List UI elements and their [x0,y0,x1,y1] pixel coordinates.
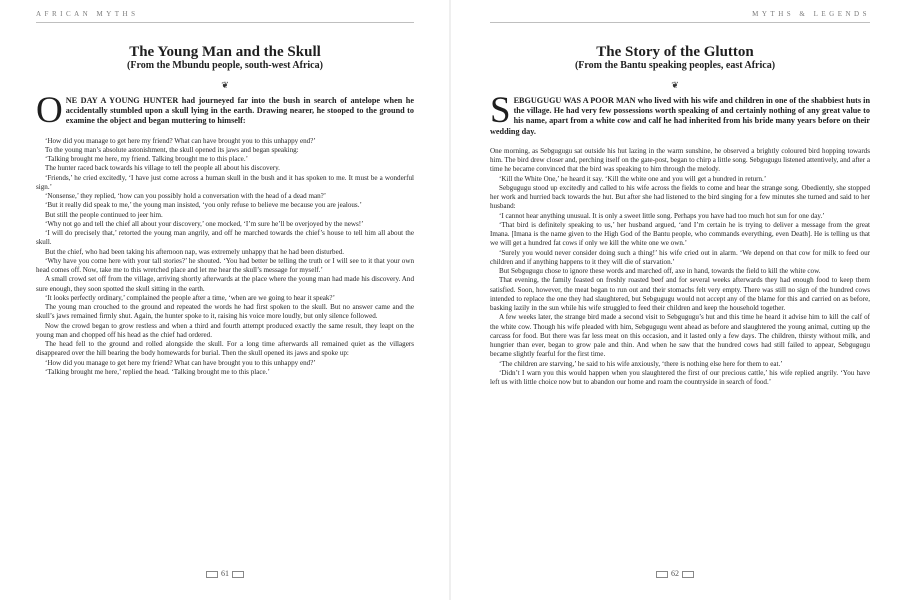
lead-caps: EBGUGUGU WAS A POOR MAN [513,96,636,105]
body-paragraph: A small crowd set off from the village, arriving shortly afterwards at the place where the young man had made his discovery. And sure enough, they soon spotted the skull sitting in the earth. [36,275,414,293]
body-paragraph: Sebgugugu stood up excitedly and called to his wife across the fields to come and hear the strange song. Obediently, she stopped her work and hurried back towards the hut. But after she had listened to the bird singing for a few minutes she turned and said to her husband: [490,183,870,211]
lead-paragraph-right [490,90,870,137]
body-paragraph: ‘That bird is definitely speaking to us,’ her husband argued, ‘and I’m certain he is trying to deliver a message from the great Imana. [Imana is the name given to the High God of the Bantu people, who commands everything, even Death]. He is telling us that we will get a hundred fat cows if only we kill the white one we own.’ [490,220,870,248]
body-paragraph: ‘Kill the White One,’ he heard it say. ‘Kill the white one and you will get a hundred in return.’ [499,174,767,183]
body-paragraph: The young man crouched to the ground and repeated the words he had first spoken to the skull. But no answer came and the skull’s jaws remained firmly shut. Again, the hunter spoke to it, raising his voice more loudly, but only silence followed. [36,303,414,321]
body-paragraph: ‘Talking brought me here, my friend. Talking brought me to this place.’ [45,155,248,164]
drop-cap: O [36,90,63,131]
body-paragraph: The hunter raced back towards his village to tell the people all about his discovery. [45,164,280,173]
lead-paragraph-left [36,90,414,131]
folio-ornament-icon [232,571,244,578]
body-paragraph: ‘Nonsense,’ they replied, ‘how can you possibly hold a conversation with the head of a dead man?’ [45,192,327,201]
drop-cap: S [490,90,511,131]
folio-number: 61 [221,569,229,578]
folio-number: 62 [671,569,679,578]
body-paragraph: ‘I will do precisely that,’ retorted the young man angrily, and off he marched towards the chief’s house to tell him all about the skull. [36,229,414,247]
body-paragraph: To the young man’s absolute astonishment, the skull opened its jaws and began speaking: [45,145,299,154]
story-body-right [490,90,870,387]
ornament-icon: ❦ [671,80,679,90]
story-title-right: The Story of the Glutton [596,44,754,60]
body-paragraph: But the chief, who had been taking his afternoon nap, was extremely unhappy that he had been disturbed. [45,247,345,256]
body-paragraph: The head fell to the ground and rolled alongside the skull. For a long time afterwards all remained quiet as the villagers disappeared over the hill bearing the body homewards for burial. Then the skull opened its jaws and spoke up: [36,340,414,358]
story-title-left: The Young Man and the Skull [129,44,321,60]
story-body-left [36,90,414,377]
lead-caps: NE DAY A YOUNG HUNTER [65,96,179,105]
lead-text: who lived with his wife and children in one of the shabbiest huts in the village. He had very few possessions worth speaking of and certainly nothing of any great value to his name, apart from a white cow and calf he had inherited from his bride many years before on their wedding day. [490,96,870,136]
body-paragraph: ‘The children are starving,’ he said to his wife anxiously, ‘there is nothing else here for them to eat.’ [499,359,783,368]
body-paragraph: That evening, the family feasted on freshly roasted beef and for several weeks afterwards they had enough food to keep them satisfied. Soon, however, the meat began to run out and their stomachs felt very empty. There was still no sign of the hundred cows intended to replace the one they had slaughtered, but Sebgugugu would not accept any of the blame for this and carried on as before, basking lazily in the sun while his wife struggled to feed their children and keep the household together. [490,276,870,313]
body-paragraph: ‘It looks perfectly ordinary,’ complained the people after a time, ‘when are we going to hear it speak?’ [45,293,335,302]
folio-ornament-icon [206,571,218,578]
paragraph-list-left [36,137,414,378]
body-paragraph: One morning, as Sebgugugu sat outside his hut lazing in the warm sunshine, he observed a brightly coloured bird hopping towards him. The bird drew closer and, perching itself on the gate-post, began to chirp a little song. Sebgugugu listened attentively, and after a time he became convinced that the bird was speaking to him through the melody. [490,146,870,174]
lead-text: had journeyed far into the bush in search of antelope when he accidentally stumbled upon a skull lying in the earth. Drawing nearer, he stooped to the ground to examine the object and began muttering to himself: [65,96,414,126]
body-paragraph: ‘Why not go and tell the chief all about your discovery,’ one mocked, ‘I’m sure he’ll be overjoyed by the news!’ [45,219,364,228]
story-subtitle-right: (From the Bantu speaking peoples, east Africa) [574,60,776,71]
body-paragraph: But Sebgugugu chose to ignore these words and marched off, axe in hand, towards the field to kill the white cow. [499,267,821,276]
running-head-right: MYTHS & LEGENDS [490,10,870,23]
right-page [450,0,900,600]
body-paragraph: ‘But it really did speak to me,’ the young man insisted, ‘you only refuse to believe me because you are jealous.’ [45,201,362,210]
body-paragraph: ‘Surely you would never consider doing such a thing!’ his wife cried out in alarm. ‘We depend on that cow for milk to feed our children and if anything happens to it they will die of starvation.’ [490,248,870,266]
ornament-icon: ❦ [221,80,229,90]
body-paragraph: ‘I cannot hear anything unusual. It is only a sweet little song. Perhaps you have had too much hot sun for one day.’ [499,211,825,220]
body-paragraph: ‘Friends,’ he cried excitedly, ‘I have just come across a human skull in the bush and it has spoken to me. It must be a wonderful sign.’ [36,173,414,191]
story-subtitle-left: (From the Mbundu people, south-west Africa) [127,60,323,71]
body-paragraph: ‘Why have you come here with your tall stories?’ he shouted. ‘You had better be telling the truth or I will see to it that your own head comes off. Now, take me to this wretched place and let me hear the skull’s message for myself.’ [36,256,414,275]
body-paragraph: A few weeks later, the strange bird made a second visit to Sebgugugu’s hut and this time he heard it advise him to kill the calf of the white cow. Though his wife pleaded with him, Sebgugugu went ahead as before and slaughtered the young animal, cutting up the carcass for food. But there was far less meat on this occasion, and it lasted only a few days. The children, thirsty without milk, and hungrier than ever, began to grow pale and thin. And when he saw that the hundred cows had still failed to appear, Sebgugugu became slightly fearful for the first time. [490,313,870,359]
body-paragraph: ‘How did you manage to get here my friend? What can have brought you to this unhappy end?’ [45,136,316,145]
body-paragraph: But still the people continued to jeer him. [45,210,163,219]
page-number-right [450,569,900,578]
folio-ornament-icon [656,571,668,578]
body-paragraph: ‘How did you manage to get here my friend? What can have brought you to this unhappy end?’ [45,358,316,367]
body-paragraph: ‘Didn’t I warn you this would happen when you slaughtered the first of our precious cattle,’ his wife replied angrily. ‘You have left us with little choice now but to abandon our home and roam the countryside in search of food.’ [490,368,870,387]
page-number-left [0,569,450,578]
folio-ornament-icon [682,571,694,578]
running-head-left: AFRICAN MYTHS [36,10,414,23]
body-paragraph: ‘Talking brought me here,’ replied the head. ‘Talking brought me to this place.’ [45,367,270,376]
paragraph-list-right [490,147,870,388]
body-paragraph: Now the crowd began to grow restless and when a third and fourth attempt produced exactly the same result, they leapt on the young man and chopped off his head as the chief had ordered. [36,321,414,339]
